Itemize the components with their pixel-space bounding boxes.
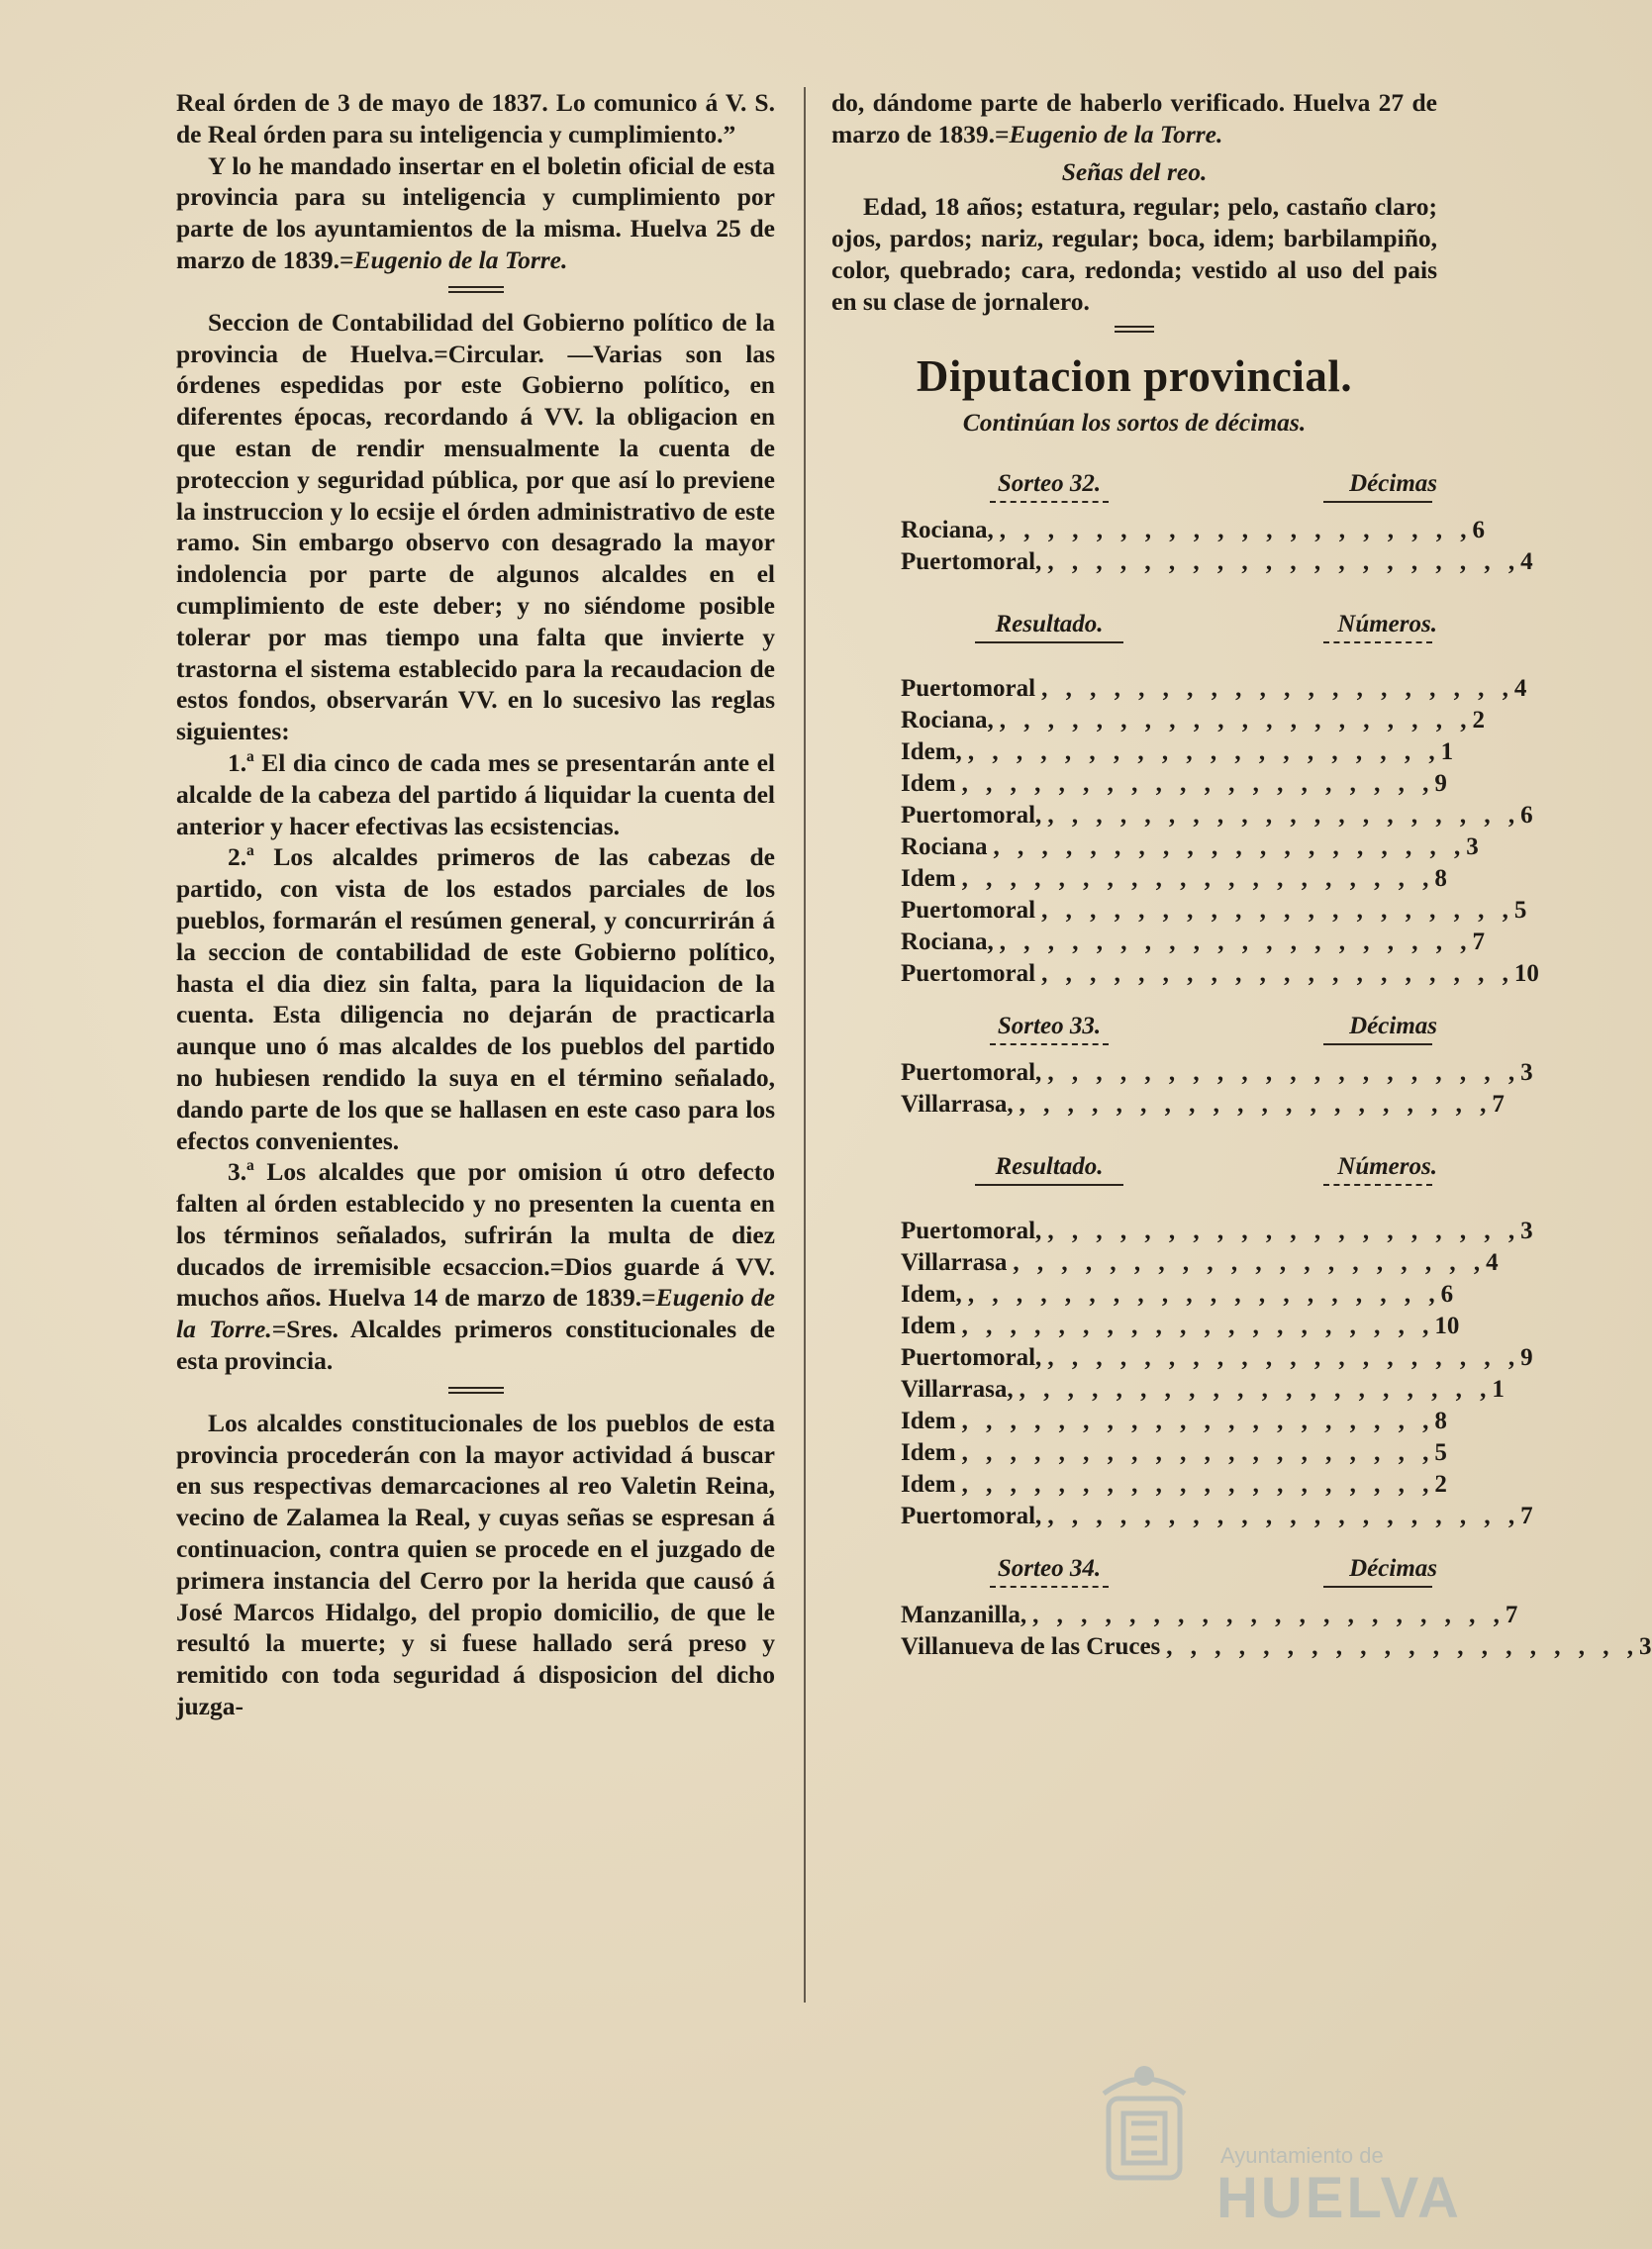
list-item bbox=[901, 673, 1527, 705]
sorteo-header bbox=[901, 1002, 1437, 1045]
section-heading: Diputacion provincial. bbox=[916, 350, 1353, 401]
number-value: 8 bbox=[1434, 1407, 1447, 1434]
number-value: 5 bbox=[1513, 896, 1527, 924]
leader-dots: , , , , , , , , , , , , , , , , , , , , bbox=[999, 516, 1473, 543]
leader-dots: , , , , , , , , , , , , , , , , , , , , bbox=[1041, 674, 1514, 702]
list-item bbox=[901, 705, 1485, 736]
sorteo-header bbox=[901, 459, 1437, 503]
resultado-header bbox=[901, 600, 1437, 643]
list-item bbox=[901, 1342, 1533, 1374]
place-name: Puertomoral, bbox=[901, 1502, 1042, 1529]
underline bbox=[1323, 1586, 1432, 1588]
underline bbox=[975, 1184, 1123, 1186]
number-value: 7 bbox=[1520, 1502, 1533, 1529]
number-value: 6 bbox=[1440, 1280, 1454, 1308]
leader-dots: , , , , , , , , , , , , , , , , , , , , bbox=[1047, 1343, 1521, 1371]
place-name: Idem bbox=[901, 1470, 956, 1498]
leader-dots: , , , , , , , , , , , , , , , , , , , , bbox=[1047, 547, 1521, 575]
number-value: 10 bbox=[1513, 959, 1539, 987]
list-item bbox=[901, 768, 1447, 800]
number-value: 4 bbox=[1513, 674, 1527, 702]
number-value: 6 bbox=[1472, 516, 1485, 543]
column-divider bbox=[804, 87, 806, 2003]
number-value: 4 bbox=[1520, 547, 1533, 575]
paragraph-reo-continued bbox=[831, 87, 1437, 150]
list-item bbox=[901, 800, 1533, 831]
resultado-header bbox=[901, 1142, 1437, 1186]
underline bbox=[1323, 1043, 1432, 1045]
list-item bbox=[901, 1216, 1533, 1247]
paragraph-circular: Seccion de Contabilidad del Gobierno político de la provincia de Huelva.=Circular. —Varias son las órdenes espedidas por este Gobierno político, en diferentes épocas, recordando á VV. la obligacion en que estan de rendir mensualmente la cuenta de proteccion y seguridad pública, por que así lo previene la instruccion y lo ecsije el órden administrativo de este ramo. Sin embargo observo con desagrado la mayor indolencia por parte de algunos alcaldes en el cumplimiento de este deber; y no siéndome posible tolerar por mas tiempo una falta que invierte y trastorna el sistema establecido para la recaudacion de estos fondos, observarán VV. en lo sucesivo las reglas siguientes: bbox=[176, 307, 775, 746]
decimas-label: Décimas bbox=[1349, 1012, 1437, 1039]
list-item bbox=[901, 546, 1533, 578]
rule-2: 2.ª Los alcaldes primeros de las cabezas de partido, con vista de los estados parciales de los pueblos, formarán el resúmen general, y concurrirán á la seccion de contabilidad de este Gobierno político, hasta el dia diez sin falta, para la liquidacion de la cuenta. Esta diligencia no dejarán de practicarla aunque uno ó mas alcaldes de los pueblos del partido no hubiesen rendido la suya en el término señalado, dando parte de los que se hallasen en este caso para los efectos convenientes. bbox=[176, 842, 775, 1155]
separator bbox=[448, 1387, 504, 1394]
list-item bbox=[901, 958, 1539, 990]
leader-dots: , , , , , , , , , , , , , , , , , , , , bbox=[993, 832, 1467, 860]
leader-dots: , , , , , , , , , , , , , , , , , , , , bbox=[1019, 1375, 1493, 1403]
senas-title: Señas del reo. bbox=[1061, 156, 1208, 186]
leader-dots: , , , , , , , , , , , , , , , , , , , , bbox=[961, 1407, 1435, 1434]
leader-dots: , , , , , , , , , , , , , , , , , , , , bbox=[961, 1470, 1435, 1498]
leader-dots: , , , , , , , , , , , , , , , , , , , , bbox=[1041, 896, 1514, 924]
leader-dots: , , , , , , , , , , , , , , , , , , , , bbox=[1013, 1248, 1487, 1276]
list-item bbox=[901, 863, 1447, 895]
paragraph-insertion bbox=[176, 150, 775, 276]
place-name: Idem bbox=[901, 1407, 956, 1434]
list-item bbox=[901, 1247, 1499, 1279]
rule-3 bbox=[176, 1156, 775, 1377]
underline bbox=[1323, 501, 1432, 503]
leader-dots: , , , , , , , , , , , , , , , , , , , , bbox=[1041, 959, 1514, 987]
place-name: Manzanilla, bbox=[901, 1601, 1027, 1628]
place-name: Puertomoral, bbox=[901, 547, 1042, 575]
leader-dots: , , , , , , , , , , , , , , , , , , , , bbox=[999, 928, 1473, 955]
number-value: 3 bbox=[1520, 1058, 1533, 1086]
place-name: Idem bbox=[901, 864, 956, 892]
signature: Eugenio de la Torre. bbox=[176, 1283, 775, 1344]
list-item bbox=[901, 1311, 1460, 1342]
leader-dots: , , , , , , , , , , , , , , , , , , , , bbox=[961, 864, 1435, 892]
rule-3-closing: =Sres. Alcaldes primeros constitucionales de esta provincia. bbox=[176, 1315, 775, 1376]
watermark-line1: Ayuntamiento de bbox=[1220, 2143, 1384, 2168]
rule-1: 1.ª El dia cinco de cada mes se presentarán ante el alcalde de la cabeza del partido á liquidar la cuenta del anterior y hacer efectivas las ecsistencias. bbox=[176, 747, 775, 840]
leader-dots: , , , , , , , , , , , , , , , , , , , , bbox=[1047, 801, 1521, 829]
list-item bbox=[901, 515, 1485, 546]
list-item bbox=[901, 895, 1527, 927]
list-item bbox=[901, 736, 1454, 768]
underline bbox=[1323, 1184, 1432, 1186]
list-item bbox=[901, 1057, 1533, 1089]
place-name: Idem, bbox=[901, 737, 962, 765]
left-column bbox=[176, 87, 775, 1722]
number-value: 5 bbox=[1434, 1438, 1447, 1466]
leader-dots: , , , , , , , , , , , , , , , , , , , , bbox=[967, 1280, 1441, 1308]
place-name: Idem bbox=[901, 769, 956, 797]
separator bbox=[1115, 326, 1154, 333]
number-value: 10 bbox=[1434, 1312, 1460, 1339]
number-value: 7 bbox=[1505, 1601, 1518, 1628]
sorteos-list bbox=[831, 459, 1652, 1663]
watermark-line2: HUELVA bbox=[1216, 2166, 1462, 2230]
sorteo-title: Sorteo 34. bbox=[997, 1554, 1102, 1582]
place-name: Puertomoral, bbox=[901, 1217, 1042, 1244]
place-name: Puertomoral, bbox=[901, 1058, 1042, 1086]
leader-dots: , , , , , , , , , , , , , , , , , , , , bbox=[1166, 1632, 1640, 1660]
place-name: Idem bbox=[901, 1312, 956, 1339]
leader-dots: , , , , , , , , , , , , , , , , , , , , bbox=[961, 1438, 1435, 1466]
list-item bbox=[901, 1406, 1447, 1437]
list-item bbox=[901, 1437, 1447, 1469]
list-item bbox=[901, 927, 1485, 958]
numeros-label: Números. bbox=[1337, 1152, 1437, 1180]
decimas-label: Décimas bbox=[1349, 469, 1437, 497]
number-value: 2 bbox=[1434, 1470, 1447, 1498]
list-item bbox=[901, 1374, 1505, 1406]
underline bbox=[1323, 641, 1432, 643]
place-name: Idem, bbox=[901, 1280, 962, 1308]
number-value: 6 bbox=[1520, 801, 1533, 829]
sorteo-header bbox=[901, 1544, 1437, 1588]
place-name: Puertomoral bbox=[901, 896, 1036, 924]
number-value: 7 bbox=[1492, 1090, 1505, 1118]
underline bbox=[990, 1586, 1109, 1588]
number-value: 9 bbox=[1520, 1343, 1533, 1371]
place-name: Rociana bbox=[901, 832, 988, 860]
leader-dots: , , , , , , , , , , , , , , , , , , , , bbox=[1032, 1601, 1506, 1628]
paragraph-reo: Los alcaldes constitucionales de los pueblos de esta provincia procederán con la mayor actividad á buscar en sus respectivas demarcaciones al reo Valetin Reina, vecino de Zalamea la Real, y cuyas señas se espresan á continuacion, contra quien se procede en el juzgado de primera instancia del Cerro por la herida que causó á José Marcos Hidalgo, del propio domicilio, de que le resultó la muerte; y si fuese hallado será preso y remitido con toda seguridad á disposicion del dicho juzga- bbox=[176, 1408, 775, 1721]
number-value: 3 bbox=[1639, 1632, 1652, 1660]
underline bbox=[990, 1043, 1109, 1045]
list-item bbox=[901, 1600, 1518, 1631]
list-item bbox=[901, 1089, 1505, 1121]
number-value: 3 bbox=[1520, 1217, 1533, 1244]
decimas-label: Décimas bbox=[1349, 1554, 1437, 1582]
number-value: 2 bbox=[1472, 706, 1485, 733]
place-name: Rociana, bbox=[901, 928, 994, 955]
signature: Eugenio de la Torre. bbox=[353, 244, 568, 274]
place-name: Villarrasa, bbox=[901, 1090, 1014, 1118]
place-name: Puertomoral, bbox=[901, 1343, 1042, 1371]
signature: Eugenio de la Torre. bbox=[1009, 119, 1223, 148]
sorteo-title: Sorteo 33. bbox=[997, 1012, 1102, 1039]
separator bbox=[448, 286, 504, 293]
place-name: Villarrasa, bbox=[901, 1375, 1014, 1403]
place-name: Rociana, bbox=[901, 516, 994, 543]
list-item bbox=[901, 1501, 1533, 1532]
underline bbox=[990, 501, 1109, 503]
place-name: Villanueva de las Cruces bbox=[901, 1632, 1161, 1660]
watermark-logo bbox=[1084, 2054, 1462, 2230]
number-value: 1 bbox=[1440, 737, 1454, 765]
place-name: Villarrasa bbox=[901, 1248, 1008, 1276]
underline bbox=[975, 641, 1123, 643]
number-value: 9 bbox=[1434, 769, 1447, 797]
list-item bbox=[901, 831, 1479, 863]
number-value: 8 bbox=[1434, 864, 1447, 892]
number-value: 3 bbox=[1466, 832, 1479, 860]
leader-dots: , , , , , , , , , , , , , , , , , , , , bbox=[999, 706, 1473, 733]
paragraph-real-orden: Real órden de 3 de mayo de 1837. Lo comunico á V. S. de Real órden para su inteligencia y cumplimiento.” bbox=[176, 88, 775, 148]
numeros-label: Números. bbox=[1337, 610, 1437, 637]
list-item bbox=[901, 1469, 1447, 1501]
paragraph-reo-continued-text: do, dándome parte de haberlo verificado. Huelva 27 de marzo de 1839.= bbox=[831, 88, 1437, 148]
leader-dots: , , , , , , , , , , , , , , , , , , , , bbox=[961, 1312, 1435, 1339]
place-name: Puertomoral bbox=[901, 959, 1036, 987]
leader-dots: , , , , , , , , , , , , , , , , , , , , bbox=[1047, 1058, 1521, 1086]
rule-3-text: 3.ª Los alcaldes que por omision ú otro defecto falten al órden establecido y no presenten la cuenta en los términos señalados, sufrirán la multa de diez ducados de irremisible ecsaccion.=Dios guarde á VV. muchos años. Huelva 14 de marzo de 1839.= bbox=[176, 1157, 775, 1313]
leader-dots: , , , , , , , , , , , , , , , , , , , , bbox=[1047, 1217, 1521, 1244]
place-name: Puertomoral bbox=[901, 674, 1036, 702]
leader-dots: , , , , , , , , , , , , , , , , , , , , bbox=[1047, 1502, 1521, 1529]
place-name: Idem bbox=[901, 1438, 956, 1466]
section-subheading: Continúan los sortos de décimas. bbox=[962, 407, 1307, 437]
resultado-label: Resultado. bbox=[995, 1152, 1104, 1180]
right-column bbox=[831, 87, 1652, 1663]
senas-description: Edad, 18 años; estatura, regular; pelo, castaño claro; ojos, pardos; nariz, regular; boca, idem; barbilampiño, color, quebrado; cara, redonda; vestido al uso del pais en su clase de jornalero. bbox=[831, 192, 1437, 316]
place-name: Puertomoral, bbox=[901, 801, 1042, 829]
number-value: 7 bbox=[1472, 928, 1485, 955]
leader-dots: , , , , , , , , , , , , , , , , , , , , bbox=[967, 737, 1441, 765]
list-item bbox=[901, 1631, 1652, 1663]
sorteo-title: Sorteo 32. bbox=[997, 469, 1102, 497]
list-item bbox=[901, 1279, 1454, 1311]
number-value: 4 bbox=[1486, 1248, 1499, 1276]
leader-dots: , , , , , , , , , , , , , , , , , , , , bbox=[1019, 1090, 1493, 1118]
number-value: 1 bbox=[1492, 1375, 1505, 1403]
place-name: Rociana, bbox=[901, 706, 994, 733]
paragraph-insertion-text: Y lo he mandado insertar en el boletin oficial de esta provincia para su inteligencia y cumplimiento por parte de los ayuntamientos de la misma. Huelva 25 de marzo de 1839.= bbox=[176, 150, 775, 274]
resultado-label: Resultado. bbox=[995, 610, 1104, 637]
leader-dots: , , , , , , , , , , , , , , , , , , , , bbox=[961, 769, 1435, 797]
shield-icon bbox=[1084, 2054, 1205, 2212]
